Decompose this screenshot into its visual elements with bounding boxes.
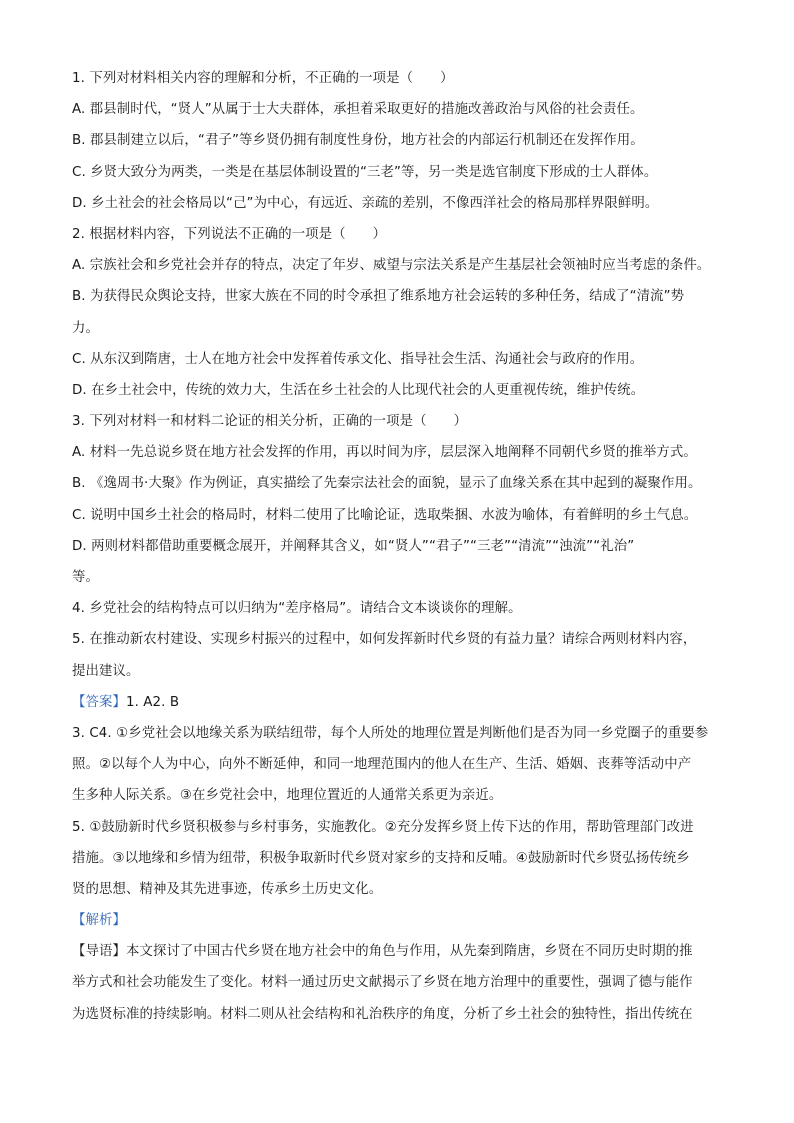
guide-label: 【导语】: [72, 944, 126, 960]
q3-option-d-line1: D. 两则材料都借助重要概念展开，并阐释其含义，如“贤人”“君子”“三老”“清流”“浊流”“礼治”: [72, 538, 635, 554]
answer-5-line3: 贤的思想、精神及其先进事迹，传承乡土历史文化。: [72, 881, 383, 897]
guide-line1: [72, 936, 728, 967]
q1-option-a: A. 郡县制时代，“贤人”从属于士大夫群体，承担着采取更好的措施改善政治与风俗的社会责任。: [72, 102, 644, 118]
answer-5-line2: 措施。③以地缘和乡情为纽带，积极争取新时代乡贤对家乡的支持和反哺。④鼓励新时代乡贤弘扬传统乡: [72, 850, 690, 866]
answer-label: 【答案】: [72, 694, 126, 710]
analysis-header: [72, 905, 728, 936]
document-page: [72, 63, 728, 1030]
q2-option-b-line2: 力。: [72, 320, 99, 336]
q5-stem-line1: 5. 在推动新农村建设、实现乡村振兴的过程中，如何发挥新时代乡贤的有益力量？请综合两则材料内容，: [72, 632, 697, 648]
guide-text-1: 本文探讨了中国古代乡贤在地方社会中的角色与作用，从先秦到隋唐，乡贤在不同历史时期的推: [125, 944, 693, 960]
q3-option-a: A. 材料一先总说乡贤在地方社会发挥的作用，再以时间为序，层层深入地阐释不同朝代乡贤的推举方式。: [72, 445, 697, 461]
answer-3-line3: 生多种人际关系。③在乡党社会中，地理位置近的人通常关系更为亲近。: [72, 788, 503, 804]
q2-option-d: D. 在乡土社会中，传统的效力大，生活在乡土社会的人比现代社会的人更重视传统，维护传统。: [72, 382, 645, 398]
q2-option-b-line1: B. 为获得民众舆论支持，世家大族在不同的时令承担了维系地方社会运转的多种任务，结成了“清流”势: [72, 289, 685, 305]
q5-stem-line2: 提出建议。: [72, 663, 140, 679]
q4-stem: 4. 乡党社会的结构特点可以归纳为“差序格局”。请结合文本谈谈你的理解。: [72, 601, 522, 617]
answer-head-text: 1. A2. B: [125, 694, 180, 710]
answer-5-line1: 5. ①鼓励新时代乡贤积极参与乡村事务，实施教化。②充分发挥乡贤上传下达的作用，帮助管理部门改进: [72, 819, 694, 835]
q1-option-d: D. 乡土社会的社会格局以“己”为中心，有远近、亲疏的差别，不像西洋社会的格局那样界限鲜明。: [72, 195, 659, 211]
answer-3-line2: 照。②以每个人为中心，向外不断延伸，和同一地理范围内的他人在生产、生活、婚姻、丧葬等活动中产: [72, 757, 692, 773]
analysis-label: 【解析】: [72, 913, 126, 929]
answer-header: [72, 687, 728, 718]
guide-line2: 举方式和社会功能发生了变化。材料一通过历史文献揭示了乡贤在地方治理中的重要性，强调了德与能作: [72, 975, 693, 991]
q1-option-c: C. 乡贤大致分为两类，一类是在基层体制设置的“三老”等，另一类是选官制度下形成的士人群体。: [72, 164, 658, 180]
q3-stem: 3. 下列对材料一和材料二论证的相关分析，正确的一项是（ ）: [72, 414, 468, 430]
q1-option-b: B. 郡县制建立以后，“君子”等乡贤仍拥有制度性身份，地方社会的内部运行机制还在发挥作用。: [72, 133, 644, 149]
q1-stem: 1. 下列对材料相关内容的理解和分析，不正确的一项是（ ）: [72, 71, 454, 86]
guide-line3: 为选贤标准的持续影响。材料二则从社会结构和礼治秩序的角度，分析了乡土社会的独特性，指出传统在: [72, 1006, 693, 1022]
q2-stem: 2. 根据材料内容，下列说法不正确的一项是（ ）: [72, 226, 387, 242]
answer-3-line1: 3. C4. ①乡党社会以地缘关系为联结纽带，每个人所处的地理位置是判断他们是否为同一乡党圈子的重要参: [72, 725, 709, 741]
q3-option-d-line2: 等。: [72, 570, 99, 585]
q2-option-c: C. 从东汉到隋唐，士人在地方社会中发挥着传承文化、指导社会生活、沟通社会与政府的作用。: [72, 351, 644, 367]
q3-option-b: B. 《逸周书·大聚》作为例证，真实描绘了先秦宗法社会的面貌，显示了血缘关系在其中起到的凝聚作用。: [72, 476, 702, 492]
q2-option-a: A. 宗族社会和乡党社会并存的特点，决定了年岁、威望与宗法关系是产生基层社会领袖时应当考虑的条件。: [72, 258, 711, 274]
q3-option-c: C. 说明中国乡土社会的格局时，材料二使用了比喻论证，选取柴捆、水波为喻体，有着鲜明的乡土气息。: [72, 507, 698, 523]
